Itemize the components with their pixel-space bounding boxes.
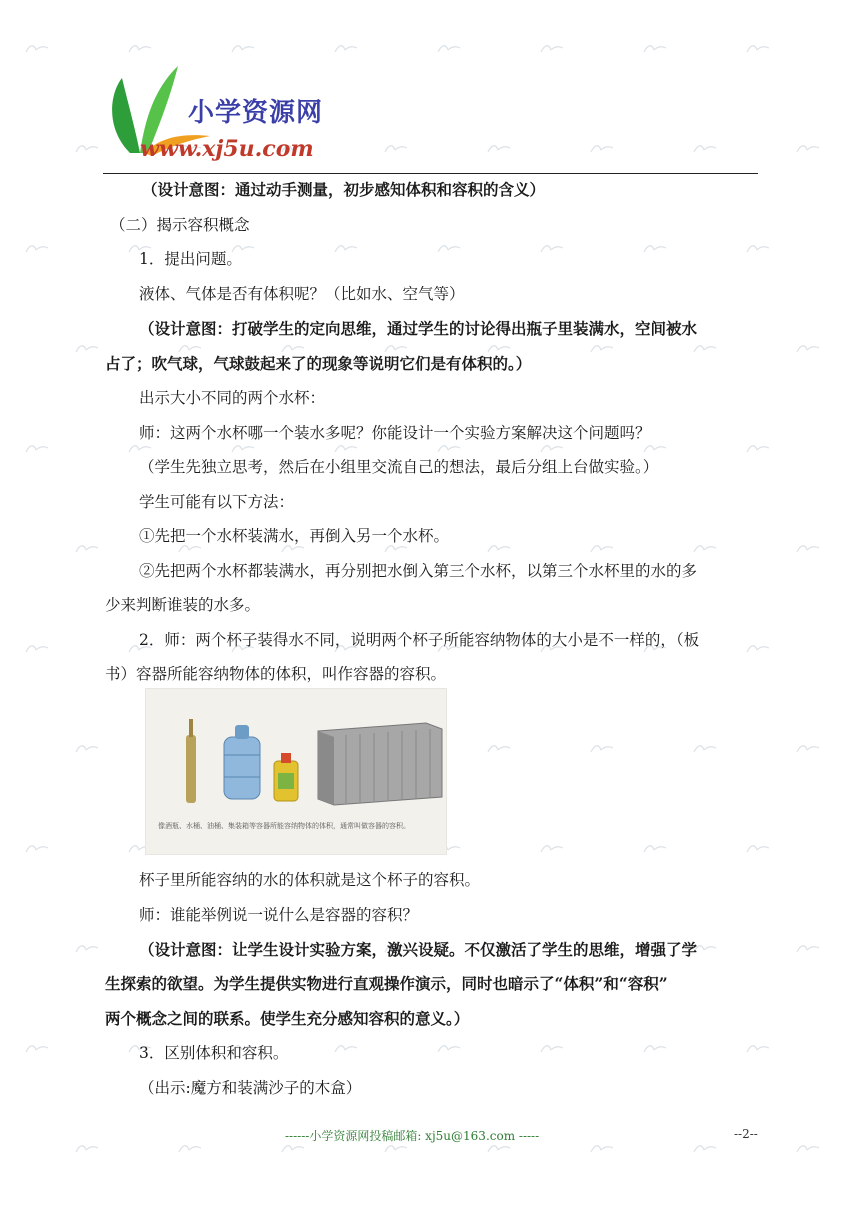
watermark-mark-icon [642, 842, 668, 854]
watermark-mark-icon [74, 542, 100, 554]
watermark-mark-icon [692, 342, 718, 354]
section-heading-2: （二）揭示容积概念 [110, 216, 250, 234]
question-line: 液体、气体是否有体积呢？（比如水、空气等） [139, 285, 465, 303]
watermark-mark-icon [486, 542, 512, 554]
watermark-mark-icon [24, 442, 50, 454]
watermark-mark-icon [486, 142, 512, 154]
watermark-mark-icon [486, 742, 512, 754]
teacher-example: 师：谁能举例说一说什么是容器的容积？ [139, 906, 419, 924]
watermark-mark-icon [539, 442, 565, 454]
watermark-mark-icon [589, 1142, 615, 1154]
watermark-mark-icon [436, 242, 462, 254]
watermark-mark-icon [177, 1142, 203, 1154]
watermark-mark-icon [436, 1042, 462, 1054]
watermark-mark-icon [24, 642, 50, 654]
watermark-mark-icon [589, 542, 615, 554]
method-1: ①先把一个水杯装满水，再倒入另一个水杯。 [139, 527, 450, 545]
watermark-mark-icon [74, 742, 100, 754]
watermark-mark-icon [127, 42, 153, 54]
watermark-mark-icon [642, 442, 668, 454]
watermark-mark-icon [230, 442, 256, 454]
show-cups: 出示大小不同的两个水杯： [139, 389, 326, 407]
design-intent-3c: 两个概念之间的联系。使学生充分感知容积的意义。） [105, 1009, 470, 1028]
watermark-mark-icon [692, 142, 718, 154]
design-intent-3a: （设计意图：让学生设计实验方案，激兴设疑。不仅激活了学生的思维，增强了学 [139, 940, 698, 959]
watermark-mark-icon [692, 1142, 718, 1154]
watermark-mark-icon [24, 842, 50, 854]
watermark-mark-icon [230, 42, 256, 54]
containers-illustration [146, 689, 446, 819]
method-2a: ②先把两个水杯都装满水，再分别把水倒入第三个水杯，以第三个水杯里的水的多 [139, 562, 698, 580]
step-2a: 2．师：两个杯子装得水不同，说明两个杯子所能容纳物体的大小是不一样的，（板 [139, 631, 700, 649]
watermark-mark-icon [795, 142, 821, 154]
watermark-mark-icon [539, 842, 565, 854]
design-intent-2a: （设计意图：打破学生的定向思维，通过学生的讨论得出瓶子里装满水，空间被水 [139, 319, 698, 338]
watermark-mark-icon [24, 1042, 50, 1054]
watermark-mark-icon [24, 42, 50, 54]
watermark-mark-icon [383, 342, 409, 354]
watermark-mark-icon [795, 342, 821, 354]
logo-chinese-text: 小学资源网 [188, 98, 324, 128]
watermark-mark-icon [333, 242, 359, 254]
method-2b: 少来判断谁装的水多。 [105, 596, 261, 614]
watermark-mark-icon [436, 42, 462, 54]
step-2b: 书）容器所能容纳物体的体积，叫作容器的容积。 [105, 665, 447, 683]
design-intent-2b: 占了；吹气球，气球鼓起来了的现象等说明它们是有体积的。） [105, 354, 532, 373]
watermark-mark-icon [589, 342, 615, 354]
step-3: 3．区别体积和容积。 [139, 1044, 289, 1062]
step-1: 1．提出问题。 [139, 250, 242, 268]
oil-bottle-icon [274, 753, 298, 801]
methods-intro: 学生可能有以下方法： [139, 493, 295, 511]
water-jug-icon [224, 725, 260, 799]
watermark-mark-icon [745, 442, 771, 454]
footer-contact: ------小学资源网投稿邮箱: xj5u@163.com ----- [285, 1129, 540, 1143]
watermark-mark-icon [74, 142, 100, 154]
watermark-mark-icon [795, 542, 821, 554]
student-think: （学生先独立思考，然后在小组里交流自己的想法，最后分组上台做实验。） [139, 458, 659, 476]
watermark-mark-icon [745, 842, 771, 854]
watermark-mark-icon [383, 142, 409, 154]
watermark-mark-icon [692, 542, 718, 554]
logo-url-text: www.xj5u.com [140, 136, 314, 162]
design-intent-3b: 生探索的欲望。为学生提供实物进行直观操作演示，同时也暗示了“体积”和“容积” [105, 974, 668, 993]
watermark-mark-icon [333, 1042, 359, 1054]
watermark-mark-icon [795, 1142, 821, 1154]
watermark-mark-icon [177, 342, 203, 354]
figure-caption: 像酒瓶、水桶、油桶、集装箱等容器所能容纳物体的体积，通常叫做容器的容积。 [158, 822, 410, 830]
watermark-mark-icon [74, 1142, 100, 1154]
watermark-mark-icon [74, 942, 100, 954]
site-logo [100, 58, 340, 168]
watermark-mark-icon [539, 242, 565, 254]
wine-bottle-icon [186, 719, 196, 803]
watermark-mark-icon [74, 342, 100, 354]
watermark-mark-icon [589, 142, 615, 154]
watermark-mark-icon [539, 1042, 565, 1054]
containers-figure [145, 688, 447, 855]
cup-volume-line: 杯子里所能容纳的水的体积就是这个杯子的容积。 [139, 871, 481, 889]
watermark-mark-icon [127, 442, 153, 454]
watermark-mark-icon [692, 742, 718, 754]
watermark-mark-icon [745, 242, 771, 254]
watermark-mark-icon [795, 942, 821, 954]
show-objects: （出示:魔方和装满沙子的木盒） [139, 1079, 362, 1097]
watermark-mark-icon [539, 42, 565, 54]
watermark-mark-icon [795, 742, 821, 754]
watermark-mark-icon [745, 42, 771, 54]
page-number: --2-- [734, 1127, 758, 1141]
watermark-mark-icon [24, 242, 50, 254]
watermark-mark-icon [642, 1042, 668, 1054]
design-intent-1: （设计意图：通过动手测量，初步感知体积和容积的含义） [142, 180, 546, 199]
watermark-mark-icon [280, 342, 306, 354]
teacher-question: 师：这两个水杯哪一个装水多呢？你能设计一个实验方案解决这个问题吗？ [139, 424, 651, 442]
header-rule [103, 173, 758, 174]
watermark-mark-icon [745, 642, 771, 654]
watermark-mark-icon [333, 42, 359, 54]
watermark-mark-icon [642, 242, 668, 254]
watermark-mark-icon [745, 1042, 771, 1054]
watermark-mark-icon [436, 442, 462, 454]
watermark-mark-icon [642, 42, 668, 54]
watermark-mark-icon [589, 742, 615, 754]
watermark-mark-icon [486, 342, 512, 354]
watermark-mark-icon [333, 442, 359, 454]
shipping-container-icon [318, 723, 442, 805]
